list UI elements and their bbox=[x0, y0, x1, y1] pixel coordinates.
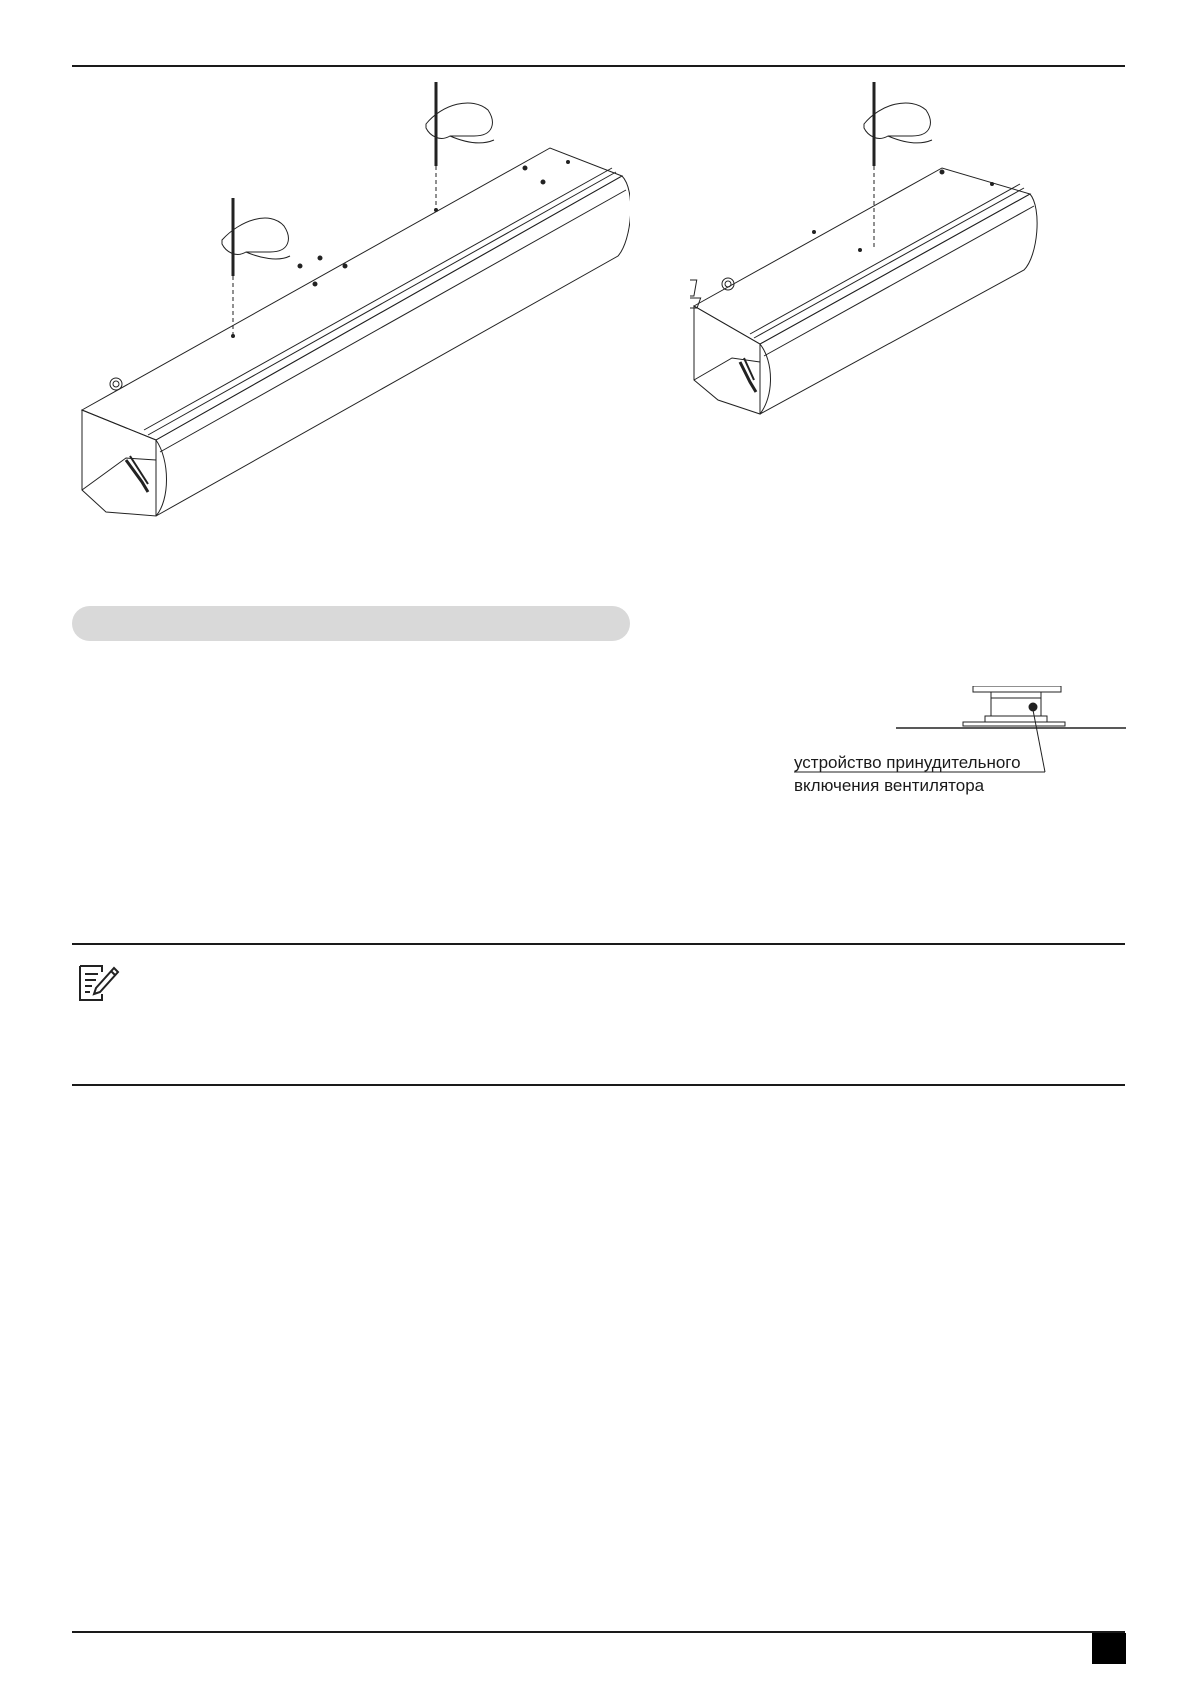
top-rule bbox=[72, 65, 1125, 67]
long-air-curtain-drawing bbox=[70, 80, 630, 520]
footer-rule bbox=[72, 1631, 1125, 1633]
page-number-box bbox=[1092, 1633, 1126, 1664]
note-pencil-icon bbox=[76, 962, 120, 1004]
callout-label-line2: включения вентилятора bbox=[794, 776, 985, 795]
callout-label-line1: устройство принудительного bbox=[794, 753, 1021, 772]
note-bottom-rule bbox=[72, 1084, 1125, 1086]
note-top-rule bbox=[72, 943, 1125, 945]
section-heading-bar bbox=[72, 606, 630, 641]
short-air-curtain-drawing bbox=[690, 80, 1050, 420]
